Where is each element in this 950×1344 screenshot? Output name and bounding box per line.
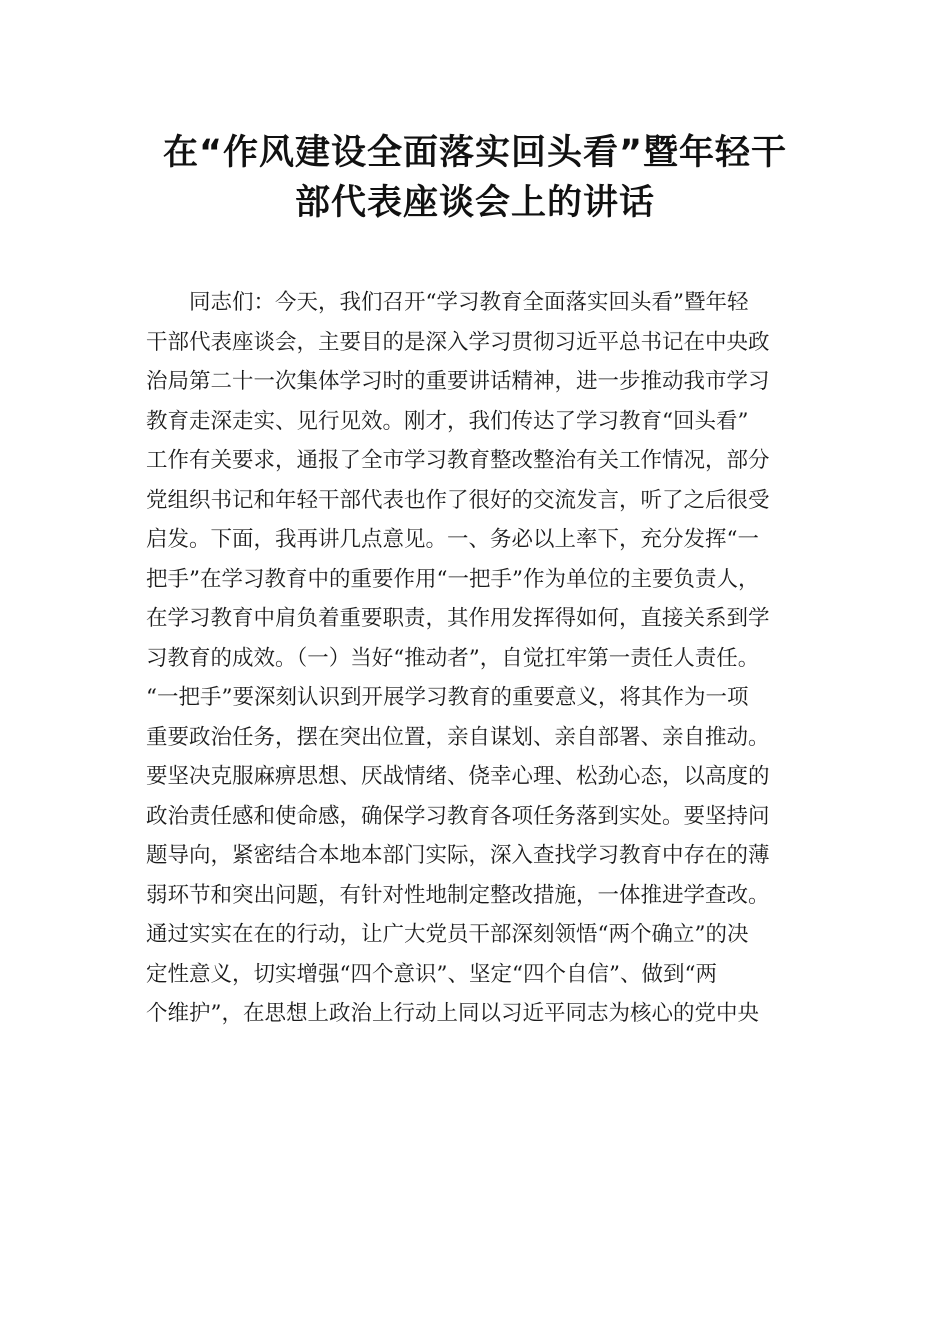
page-title [120,128,830,228]
paragraph-line: 启发。下面，我再讲几点意见。一、务必以上率下，充分发挥“一 [146,527,759,552]
title-line-1: 在“作风建设全面落实回头看”暨年轻干 [162,133,787,173]
paragraph-line: “一把手”要深刻认识到开展学习教育的重要意义，将其作为一项 [146,685,749,710]
paragraph-line: 题导向，紧密结合本地本部门实际，深入查找学习教育中存在的薄 [146,843,770,868]
paragraph-line: 政治责任感和使命感，确保学习教育各项任务落到实处。要坚持问 [146,803,770,829]
paragraph-line: 要坚决克服麻痹思想、厌战情绪、侥幸心理、松劲心态，以高度的 [146,764,770,789]
paragraph-line: 习教育的成效。（一）当好“推动者”，自觉扛牢第一责任人责任。 [146,645,760,671]
title-line-2: 部代表座谈会上的讲话 [294,183,655,223]
paragraph-line: 通过实实在在的行动，让广大党员干部深刻领悟“两个确立”的决 [146,922,749,947]
paragraph-line: 在学习教育中肩负着重要职责，其作用发挥得如何，直接关系到学 [146,606,770,631]
paragraph-line: 工作有关要求，通报了全市学习教育整改整治有关工作情况，部分 [146,448,770,473]
paragraph-line: 治局第二十一次集体学习时的重要讲话精神，进一步推动我市学习 [146,369,770,394]
paragraph-line: 重要政治任务，摆在突出位置，亲自谋划、亲自部署、亲自推动。 [146,724,770,750]
paragraph-line: 党组织书记和年轻干部代表也作了很好的交流发言，听了之后很受 [146,487,770,513]
paragraph-line: 教育走深走实、见行见效。刚才，我们传达了学习教育“回头看” [146,408,749,434]
paragraph-line: 个维护”，在思想上政治上行动上同以习近平同志为核心的党中央 [146,1001,759,1026]
paragraph-line: 定性意义，切实增强“四个意识”、坚定“四个自信”、做到“两 [146,961,717,987]
paragraph-line: 弱环节和突出问题，有针对性地制定整改措施，一体推进学查改。 [146,882,770,908]
paragraph-line: 同志们：今天，我们召开“学习教育全面落实回头看”暨年轻 [189,290,749,315]
paragraph-line: 把手”在学习教育中的重要作用“一把手”作为单位的主要负责人， [146,566,760,592]
paragraph-line: 干部代表座谈会，主要目的是深入学习贯彻习近平总书记在中央政 [146,329,770,355]
speech-body [146,283,836,1034]
